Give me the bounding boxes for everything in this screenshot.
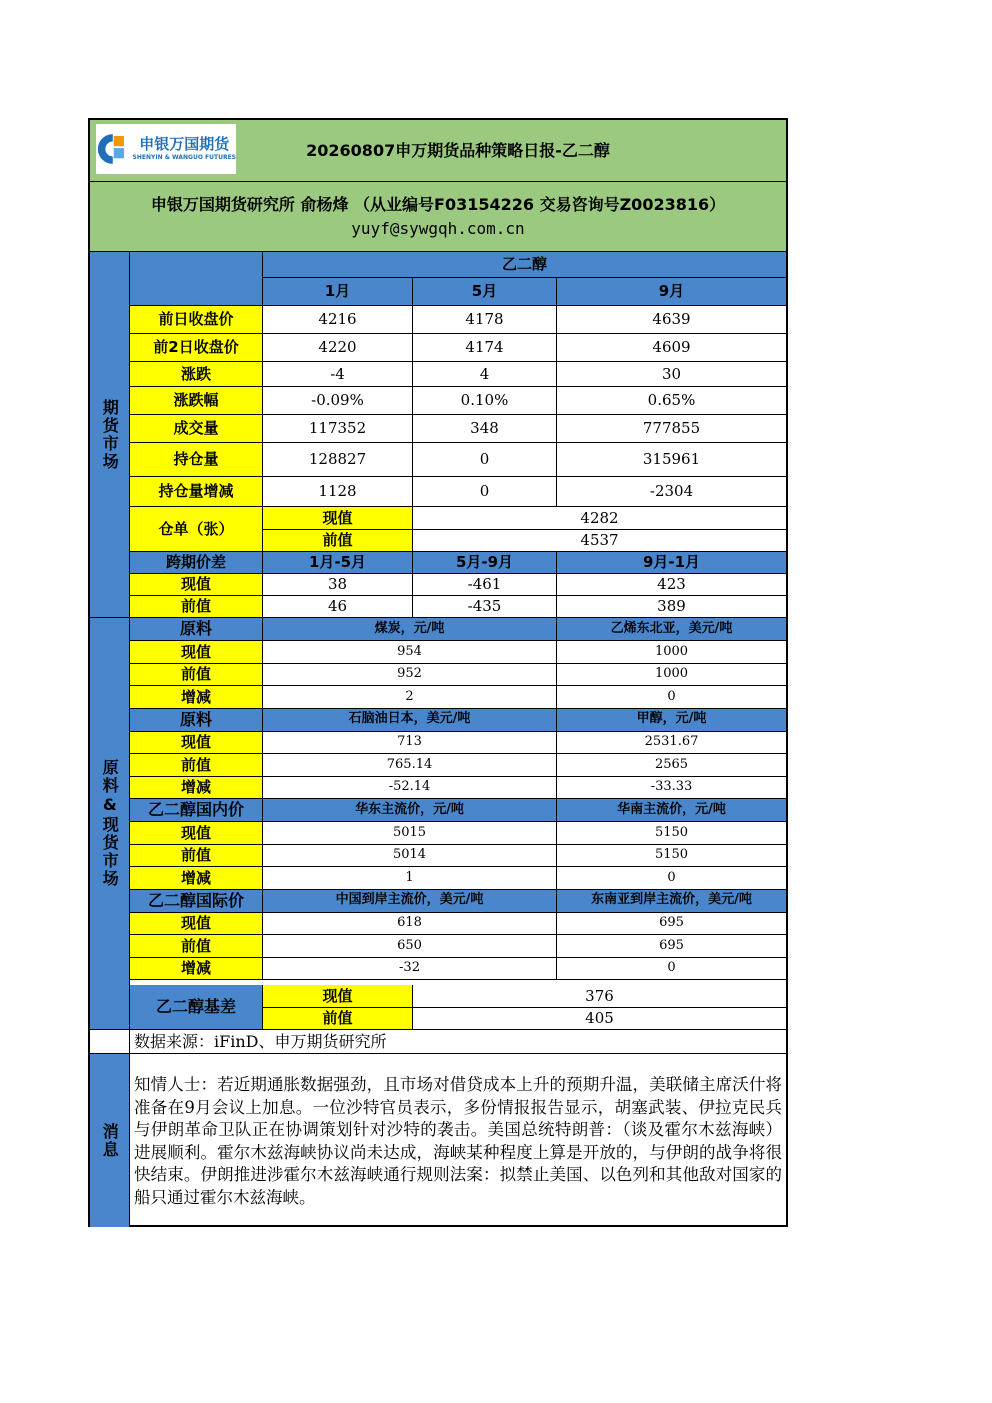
block-row-value: 0 — [557, 958, 786, 981]
block-row-label: 现值 — [130, 732, 263, 755]
logo-icon — [96, 129, 130, 169]
basis-prev-value: 405 — [413, 1008, 786, 1030]
row-label: 持仓量 — [130, 443, 263, 477]
block-row-value: 2531.67 — [557, 732, 786, 755]
company-logo — [96, 124, 236, 174]
month-header: 5月 — [413, 278, 557, 306]
row-value: 30 — [557, 362, 786, 387]
row-label: 持仓量增减 — [130, 477, 263, 507]
block-row-label: 现值 — [130, 641, 263, 664]
month-header: 1月 — [263, 278, 413, 306]
warehouse-label: 仓单（张） — [130, 507, 263, 552]
block-row-value: 695 — [557, 913, 786, 936]
block-row-label: 前值 — [130, 845, 263, 868]
row-label: 前日收盘价 — [130, 306, 263, 334]
basis-label: 乙二醇基差 — [130, 985, 263, 1030]
warehouse-prev-label: 前值 — [263, 530, 413, 552]
block-row-value: -32 — [263, 958, 557, 981]
row-value: -4 — [263, 362, 413, 387]
row-value: 4174 — [413, 334, 557, 362]
block-column-header: 煤炭，元/吨 — [263, 618, 557, 641]
block-column-header: 中国到岸主流价，美元/吨 — [263, 890, 557, 913]
futures-section-label: 期货市场 — [90, 252, 130, 618]
spread-prev-value: -435 — [413, 596, 557, 618]
block-row-value: 0 — [557, 686, 786, 709]
warehouse-current-label: 现值 — [263, 507, 413, 530]
block-row-value: 1000 — [557, 664, 786, 687]
row-value: 117352 — [263, 415, 413, 443]
spot-section-label: 原料&现货市场 — [90, 618, 130, 1030]
spread-prev-label: 前值 — [130, 596, 263, 618]
block-row-value: 765.14 — [263, 754, 557, 777]
block-row-label: 增减 — [130, 777, 263, 800]
block-row-label: 现值 — [130, 822, 263, 845]
row-value: 0 — [413, 477, 557, 507]
spread-current-value: 38 — [263, 574, 413, 596]
month-header: 9月 — [557, 278, 786, 306]
row-value: -0.09% — [263, 387, 413, 415]
spread-label: 跨期价差 — [130, 552, 263, 574]
block-column-header: 华南主流价，元/吨 — [557, 799, 786, 822]
block-row-label: 增减 — [130, 958, 263, 981]
report-title: 20260807申万期货品种策略日报-乙二醇 — [306, 140, 610, 160]
row-value: 0.65% — [557, 387, 786, 415]
author-row — [90, 182, 786, 252]
basis-prev-label: 前值 — [263, 1008, 413, 1030]
spread-prev-value: 46 — [263, 596, 413, 618]
author-email: yuyf@sywgqh.com.cn — [351, 218, 525, 238]
block-row-value: -52.14 — [263, 777, 557, 800]
report-sheet — [88, 118, 788, 1227]
block-row-value: 618 — [263, 913, 557, 936]
row-value: 777855 — [557, 415, 786, 443]
block-row-label: 增减 — [130, 867, 263, 890]
block-column-header: 石脑油日本，美元/吨 — [263, 709, 557, 732]
block-column-header: 甲醇，元/吨 — [557, 709, 786, 732]
block-column-header: 东南亚到岸主流价，美元/吨 — [557, 890, 786, 913]
news-text: 知情人士：若近期通胀数据强劲，且市场对借贷成本上升的预期升温，美联储主席沃什将准备在9月会议上加息。一位沙特官员表示，多份情报报告显示，胡塞武装、伊拉克民兵与伊朗革命卫队正在协调策划针对沙特的袭击。美国总统特朗普：（谈及霍尔木兹海峡）进展顺利。霍尔木兹海峡协议尚未达成，海峡某种程度上算是开放的，与伊朗的战争将很快结束。伊朗推进涉霍尔木兹海峡通行规则法案：拟禁止美国、以色列和其他敌对国家的船只通过霍尔木兹海峡。 — [134, 1075, 782, 1207]
spread-current-label: 现值 — [130, 574, 263, 596]
spread-prev-value: 389 — [557, 596, 786, 618]
row-label: 涨跌 — [130, 362, 263, 387]
block-row-value: 952 — [263, 664, 557, 687]
warehouse-prev-value: 4537 — [413, 530, 786, 552]
block-row-value: 713 — [263, 732, 557, 755]
row-value: 315961 — [557, 443, 786, 477]
block-row-value: 2 — [263, 686, 557, 709]
row-value: 4609 — [557, 334, 786, 362]
block-label: 原料 — [130, 709, 263, 732]
block-row-value: 2565 — [557, 754, 786, 777]
title-row — [90, 120, 786, 182]
spread-current-value: 423 — [557, 574, 786, 596]
logo-text-cn: 申银万国期货 — [139, 135, 230, 154]
source-blank — [90, 1030, 130, 1054]
block-row-value: 954 — [263, 641, 557, 664]
data-source: 数据来源：iFinD、申万期货研究所 — [130, 1030, 786, 1054]
block-label: 乙二醇国内价 — [130, 799, 263, 822]
block-row-label: 前值 — [130, 935, 263, 958]
block-row-value: 1 — [263, 867, 557, 890]
block-row-value: 695 — [557, 935, 786, 958]
block-row-label: 现值 — [130, 913, 263, 936]
block-column-header: 乙烯东北亚，美元/吨 — [557, 618, 786, 641]
block-label: 乙二醇国际价 — [130, 890, 263, 913]
basis-current-label: 现值 — [263, 985, 413, 1008]
news-label: 消息 — [90, 1054, 130, 1227]
block-row-label: 前值 — [130, 664, 263, 687]
block-row-value: 5150 — [557, 845, 786, 868]
row-value: 4178 — [413, 306, 557, 334]
author-line: 申银万国期货研究所 俞杨烽 （从业编号F03154226 交易咨询号Z0023816） — [150, 194, 726, 214]
logo-text-en: SHENYIN & WANGUO FUTURES — [132, 153, 236, 161]
block-row-value: 0 — [557, 867, 786, 890]
block-row-value: 5015 — [263, 822, 557, 845]
block-row-label: 前值 — [130, 754, 263, 777]
block-row-value: 1000 — [557, 641, 786, 664]
row-value: -2304 — [557, 477, 786, 507]
spread-column-header: 9月-1月 — [557, 552, 786, 574]
row-value: 348 — [413, 415, 557, 443]
row-value: 0.10% — [413, 387, 557, 415]
block-row-label: 增减 — [130, 686, 263, 709]
row-label: 前2日收盘价 — [130, 334, 263, 362]
spread-column-header: 1月-5月 — [263, 552, 413, 574]
futures-corner-blank — [130, 252, 263, 306]
row-label: 涨跌幅 — [130, 387, 263, 415]
block-row-value: 5150 — [557, 822, 786, 845]
row-value: 4216 — [263, 306, 413, 334]
block-row-value: -33.33 — [557, 777, 786, 800]
block-row-value: 5014 — [263, 845, 557, 868]
block-row-value: 650 — [263, 935, 557, 958]
block-label: 原料 — [130, 618, 263, 641]
row-value: 128827 — [263, 443, 413, 477]
spread-column-header: 5月-9月 — [413, 552, 557, 574]
row-value: 4 — [413, 362, 557, 387]
basis-current-value: 376 — [413, 985, 786, 1008]
row-value: 4639 — [557, 306, 786, 334]
row-value: 1128 — [263, 477, 413, 507]
row-value: 4220 — [263, 334, 413, 362]
block-column-header: 华东主流价，元/吨 — [263, 799, 557, 822]
futures-product-header: 乙二醇 — [263, 252, 786, 278]
warehouse-current-value: 4282 — [413, 507, 786, 530]
spread-current-value: -461 — [413, 574, 557, 596]
row-value: 0 — [413, 443, 557, 477]
row-label: 成交量 — [130, 415, 263, 443]
